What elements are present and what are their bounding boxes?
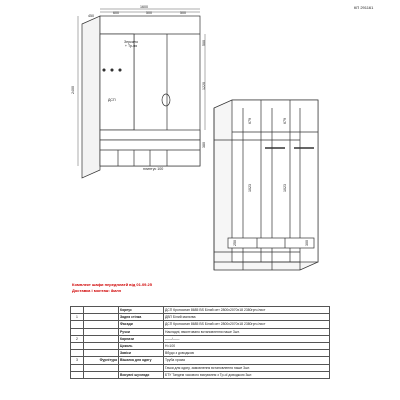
spec-sub-cell: Фасади [119, 321, 164, 328]
doc-code: КП 291161 [354, 5, 374, 10]
spec-num-cell [71, 350, 84, 357]
base-label: плинтус 100 [143, 167, 164, 171]
spec-cat-cell [84, 328, 119, 335]
spec-num-cell: 3 [71, 357, 84, 364]
width-3-label: 500 [180, 11, 186, 15]
spec-desc-cell: ДВП Білий мальтва [164, 314, 330, 321]
spec-desc-cell: Гачки для одягу, замовлення встановлення наше 3шт. [164, 364, 330, 371]
spec-cat-cell [84, 371, 119, 378]
right-dim-6: 1023 [283, 184, 287, 192]
table-row [71, 350, 330, 357]
spec-table [70, 306, 330, 379]
front-elevation [78, 9, 205, 178]
top-inner-label: 500 [202, 40, 206, 46]
spec-num-cell: 2 [71, 335, 84, 342]
note-line-1: Комплект шафи передплатй від 01.09.25 [72, 282, 152, 287]
right-dim-2: 679 [283, 118, 287, 124]
mirror-label: Зеркало + Тр-ня [124, 40, 138, 48]
table-row [71, 335, 330, 342]
table-row [71, 321, 330, 328]
spec-desc-cell: ДСП Кроноспан 8685 BS Білий онт 2800х2070х18 2380грн./лист [164, 307, 330, 314]
table-row [71, 342, 330, 349]
table-row [71, 364, 330, 371]
table-row [71, 328, 330, 335]
spec-num-cell: 1 [71, 314, 84, 321]
spec-cat-cell [84, 307, 119, 314]
spec-desc-cell: Накладні, вмонтовано встановлення наше 3шт. [164, 328, 330, 335]
note-line-2: Доставка і монтаж: 8млн [72, 288, 122, 293]
spec-sub-cell: Корпус [119, 307, 164, 314]
spec-desc-cell: Н=100 [164, 342, 330, 349]
right-dim-4: 250 [233, 240, 237, 246]
total-width-label: 1600 [140, 5, 148, 9]
width-2-label: 500 [146, 11, 152, 15]
spec-desc-cell: ДСП Кроноспан 8685 BS Білий онт 2800х2070х18 2380грн./лист [164, 321, 330, 328]
right-dim-5: 300 [305, 240, 309, 246]
spec-cat-cell [84, 335, 119, 342]
spec-num-cell [71, 321, 84, 328]
spec-num-cell [71, 364, 84, 371]
spec-num-cell [71, 328, 84, 335]
spec-desc-cell: ——/—— [164, 335, 330, 342]
spec-num-cell [71, 342, 84, 349]
interior-view [214, 100, 318, 270]
spec-sub-cell: Цоколь [119, 342, 164, 349]
spec-sub-cell: Задня стінка [119, 314, 164, 321]
height-label: 2400 [71, 86, 75, 94]
mid-label: 1220 [202, 82, 206, 90]
spec-sub-cell: Карнизи [119, 335, 164, 342]
spec-sub-cell [119, 364, 164, 371]
spec-desc-cell: Вбудо з доводжою [164, 350, 330, 357]
spec-cat-cell [84, 364, 119, 371]
table-row [71, 314, 330, 321]
spec-cat-cell: Фурнітура [84, 357, 119, 364]
spec-sub-cell: Ручки [119, 328, 164, 335]
spec-cat-cell [84, 321, 119, 328]
dsp-label: ДСП [108, 98, 116, 102]
spec-desc-cell: БТУ Тандем часового висування з Тр-ої доводжою 3шт. [164, 371, 330, 378]
depth-label: 450 [88, 14, 94, 18]
right-dim-1: 679 [248, 118, 252, 124]
table-row [71, 307, 330, 314]
spec-sub-cell: Вішалка для одягу [119, 357, 164, 364]
spec-sub-cell: Завіси [119, 350, 164, 357]
spec-num-cell [71, 307, 84, 314]
spec-num-cell [71, 371, 84, 378]
spec-cat-cell [84, 314, 119, 321]
shelf-label: 380 [202, 142, 206, 148]
table-row [71, 371, 330, 378]
spec-cat-cell [84, 350, 119, 357]
width-1-label: 600 [113, 11, 119, 15]
spec-cat-cell [84, 342, 119, 349]
table-row [71, 357, 330, 364]
spec-sub-cell: Висувні шухляди [119, 371, 164, 378]
spec-desc-cell: Труба хрома [164, 357, 330, 364]
right-dim-3: 1023 [248, 184, 252, 192]
